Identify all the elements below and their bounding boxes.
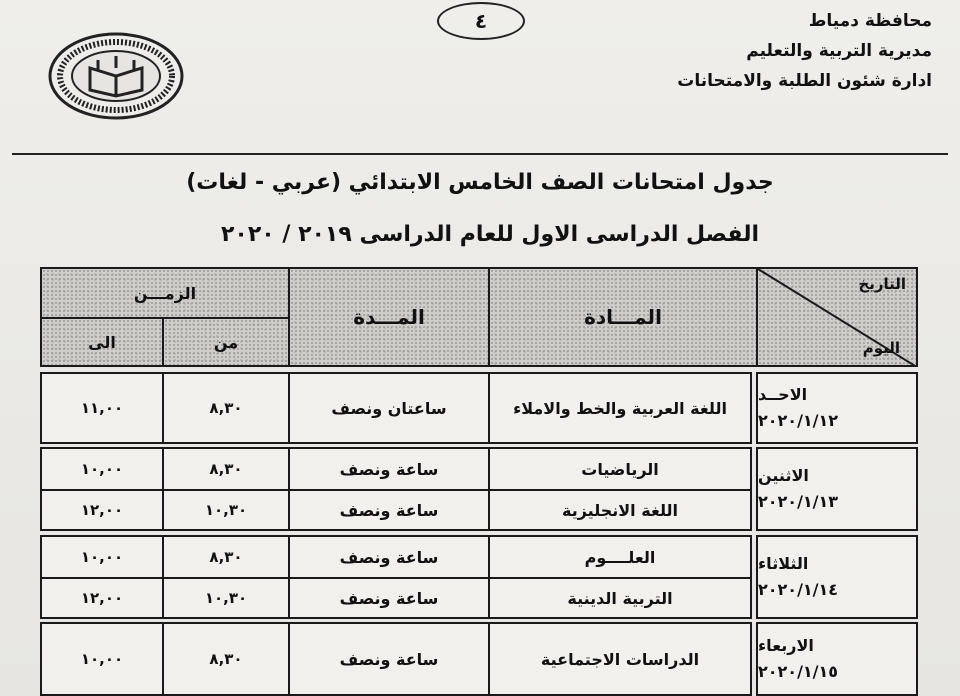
to-cell: ١١,٠٠: [40, 372, 164, 444]
day-date: ٢٠٢٠/١/١٥: [758, 662, 839, 681]
date-header: التاريخ: [858, 275, 906, 293]
to-cell: ١٢,٠٠: [40, 489, 164, 531]
duration-cell: ساعة ونصف: [288, 535, 490, 579]
from-cell: ١٠,٣٠: [162, 577, 290, 619]
from-header: من: [162, 317, 290, 367]
from-cell: ٨,٣٠: [162, 535, 290, 579]
subject-header: المـــادة: [488, 267, 758, 367]
term-title: الفصل الدراسى الاول للعام الدراسى ٢٠١٩ / ٢٠٢٠: [221, 222, 759, 247]
page-number: ٤: [437, 2, 525, 40]
day-name: الاربعاء: [758, 636, 814, 655]
from-cell: ١٠,٣٠: [162, 489, 290, 531]
subject-cell: التربية الدينية: [488, 577, 752, 619]
day-cell-tuesday: [756, 535, 918, 619]
from-cell: ٨,٣٠: [162, 622, 290, 696]
subject-cell: اللغة الانجليزية: [488, 489, 752, 531]
to-cell: ١٠,٠٠: [40, 535, 164, 579]
date-day-header: [756, 267, 918, 367]
to-cell: ١٠,٠٠: [40, 622, 164, 696]
header-divider: [12, 153, 948, 155]
schedule-title: جدول امتحانات الصف الخامس الابتدائي (عربي - لغات): [186, 170, 774, 195]
day-cell-monday: [756, 447, 918, 531]
to-header: الى: [40, 317, 164, 367]
day-cell-sunday: [756, 372, 918, 444]
to-cell: ١٠,٠٠: [40, 447, 164, 491]
administration-name: ادارة شئون الطلبة والامتحانات: [677, 71, 932, 91]
duration-header: المـــدة: [288, 267, 490, 367]
letterhead: [602, 6, 932, 96]
day-date: ٢٠٢٠/١/١٣: [758, 492, 839, 511]
day-name: الثلاثاء: [758, 554, 809, 573]
day-name: الاثنين: [758, 466, 809, 485]
book-emblem-logo: [46, 30, 186, 122]
directorate-name: مديرية التربية والتعليم: [746, 41, 932, 61]
to-cell: ١٢,٠٠: [40, 577, 164, 619]
duration-cell: ساعة ونصف: [288, 489, 490, 531]
subject-cell: الرياضيات: [488, 447, 752, 491]
duration-cell: ساعة ونصف: [288, 447, 490, 491]
duration-cell: ساعة ونصف: [288, 577, 490, 619]
duration-cell: ساعتان ونصف: [288, 372, 490, 444]
from-cell: ٨,٣٠: [162, 447, 290, 491]
subject-cell: اللغة العربية والخط والاملاء: [488, 372, 752, 444]
from-cell: ٨,٣٠: [162, 372, 290, 444]
subject-cell: الدراسات الاجتماعية: [488, 622, 752, 696]
time-header: الزمـــن: [40, 267, 290, 319]
governorate-name: محافظة دمياط: [808, 11, 932, 31]
day-name: الاحــد: [758, 385, 808, 404]
exam-schedule-table: [40, 267, 918, 696]
day-date: ٢٠٢٠/١/١٢: [758, 411, 839, 430]
day-header: اليوم: [862, 339, 900, 357]
duration-cell: ساعة ونصف: [288, 622, 490, 696]
day-date: ٢٠٢٠/١/١٤: [758, 580, 839, 599]
day-cell-wednesday: [756, 622, 918, 696]
subject-cell: العلــــوم: [488, 535, 752, 579]
